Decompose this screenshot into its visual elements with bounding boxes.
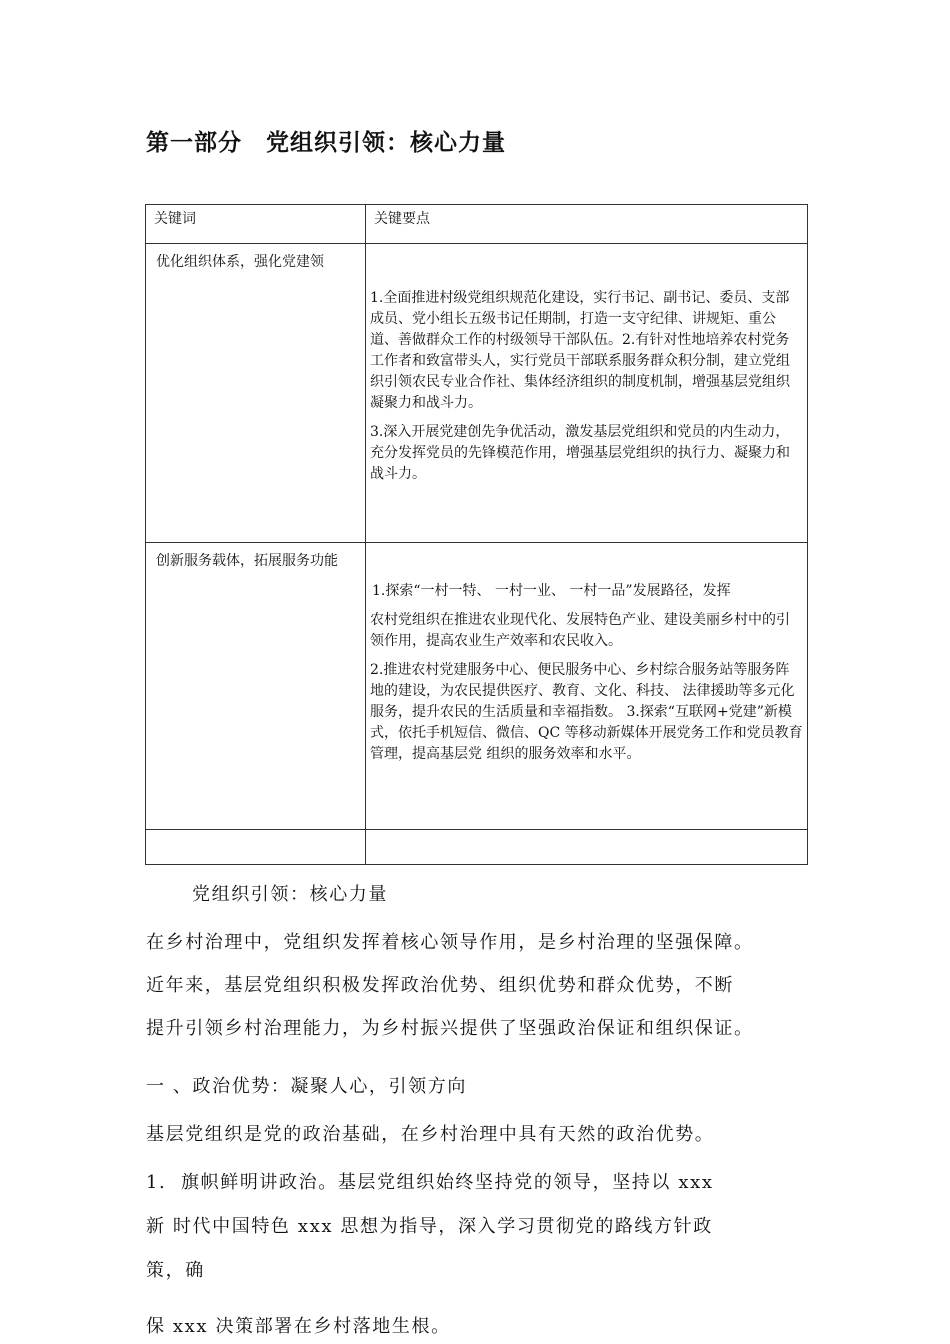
table-row <box>146 543 808 830</box>
point-text: 1.探索“一村一特、 一村一业、 一村一品”发展路径，发挥 <box>372 583 731 599</box>
keyword-text: 创新服务载体，拓展服务功能 <box>156 553 338 569</box>
body-line: 策，确 <box>146 1260 205 1281</box>
points-cell <box>366 543 808 830</box>
point-text: 1.全面推进村级党组织规范化建设，实行书记、副书记、委员、支部成员、党小组长五级书记任期制，打造一支守纪律、讲规矩、重公道、善做群众工作的村级领导干部队伍。2.有针对性地培养农村党务工作者和致富带头人，实行党员干部联系服务群众积分制，建立党组织引领农民专业合作社、集体经济组织的制度机制，增强基层党组织凝聚力和战斗力。 <box>370 290 790 411</box>
section-subtitle: 党组织引领：核心力量 <box>192 884 388 905</box>
header-cell-keyword <box>146 205 366 244</box>
empty-cell <box>366 830 808 865</box>
body-line: 新 时代中国特色 xxx 思想为指导，深入学习贯彻党的路线方针政 <box>146 1216 713 1237</box>
point-text: 3.深入开展党建创先争优活动，激发基层党组织和党员的内生动力，充分发挥党员的先锋模范作用，增强基层党组织的执行力、凝聚力和战斗力。 <box>370 424 790 482</box>
body-line: 基层党组织是党的政治基础，在乡村治理中具有天然的政治优势。 <box>146 1124 715 1145</box>
points-cell <box>366 244 808 543</box>
header-points: 关键要点 <box>374 211 430 227</box>
body-line: 1. 旗帜鲜明讲政治。基层党组织始终坚持党的领导，坚持以 xxx <box>146 1172 714 1193</box>
point-text: 2.推进农村党建服务中心、便民服务中心、乡村综合服务站等服务阵地的建设，为农民提供医疗、教育、文化、科技、 法律援助等多元化服务，提升农民的生活质量和幸福指数。 3.探索“互联网+党建”新模式，依托手机短信、微信、QC 等移动新媒体开展党务工作和党员教育管理，提高基层党 组织的服务效率和水平。 <box>370 662 803 762</box>
keyword-cell <box>146 244 366 543</box>
header-keyword: 关键词 <box>154 211 196 227</box>
key-points-table <box>145 204 808 865</box>
section-heading: 一 、政治优势：凝聚人心，引领方向 <box>146 1076 467 1097</box>
body-line: 近年来，基层党组织积极发挥政治优势、组织优势和群众优势，不断 <box>146 975 734 996</box>
table-header-row <box>146 205 808 244</box>
header-cell-points <box>366 205 808 244</box>
page-title: 第一部分 党组织引领：核心力量 <box>146 129 506 156</box>
keyword-cell <box>146 543 366 830</box>
body-line: 保 xxx 决策部署在乡村落地生根。 <box>146 1316 451 1337</box>
table-row <box>146 244 808 543</box>
body-line: 提升引领乡村治理能力，为乡村振兴提供了坚强政治保证和组织保证。 <box>146 1018 754 1039</box>
table-row-empty <box>146 830 808 865</box>
keyword-text: 优化组织体系，强化党建领 <box>156 254 324 270</box>
body-line: 在乡村治理中，党组织发挥着核心领导作用，是乡村治理的坚强保障。 <box>146 932 754 953</box>
empty-cell <box>146 830 366 865</box>
point-text: 农村党组织在推进农业现代化、发展特色产业、建设美丽乡村中的引领作用，提高农业生产效率和农民收入。 <box>370 612 790 649</box>
